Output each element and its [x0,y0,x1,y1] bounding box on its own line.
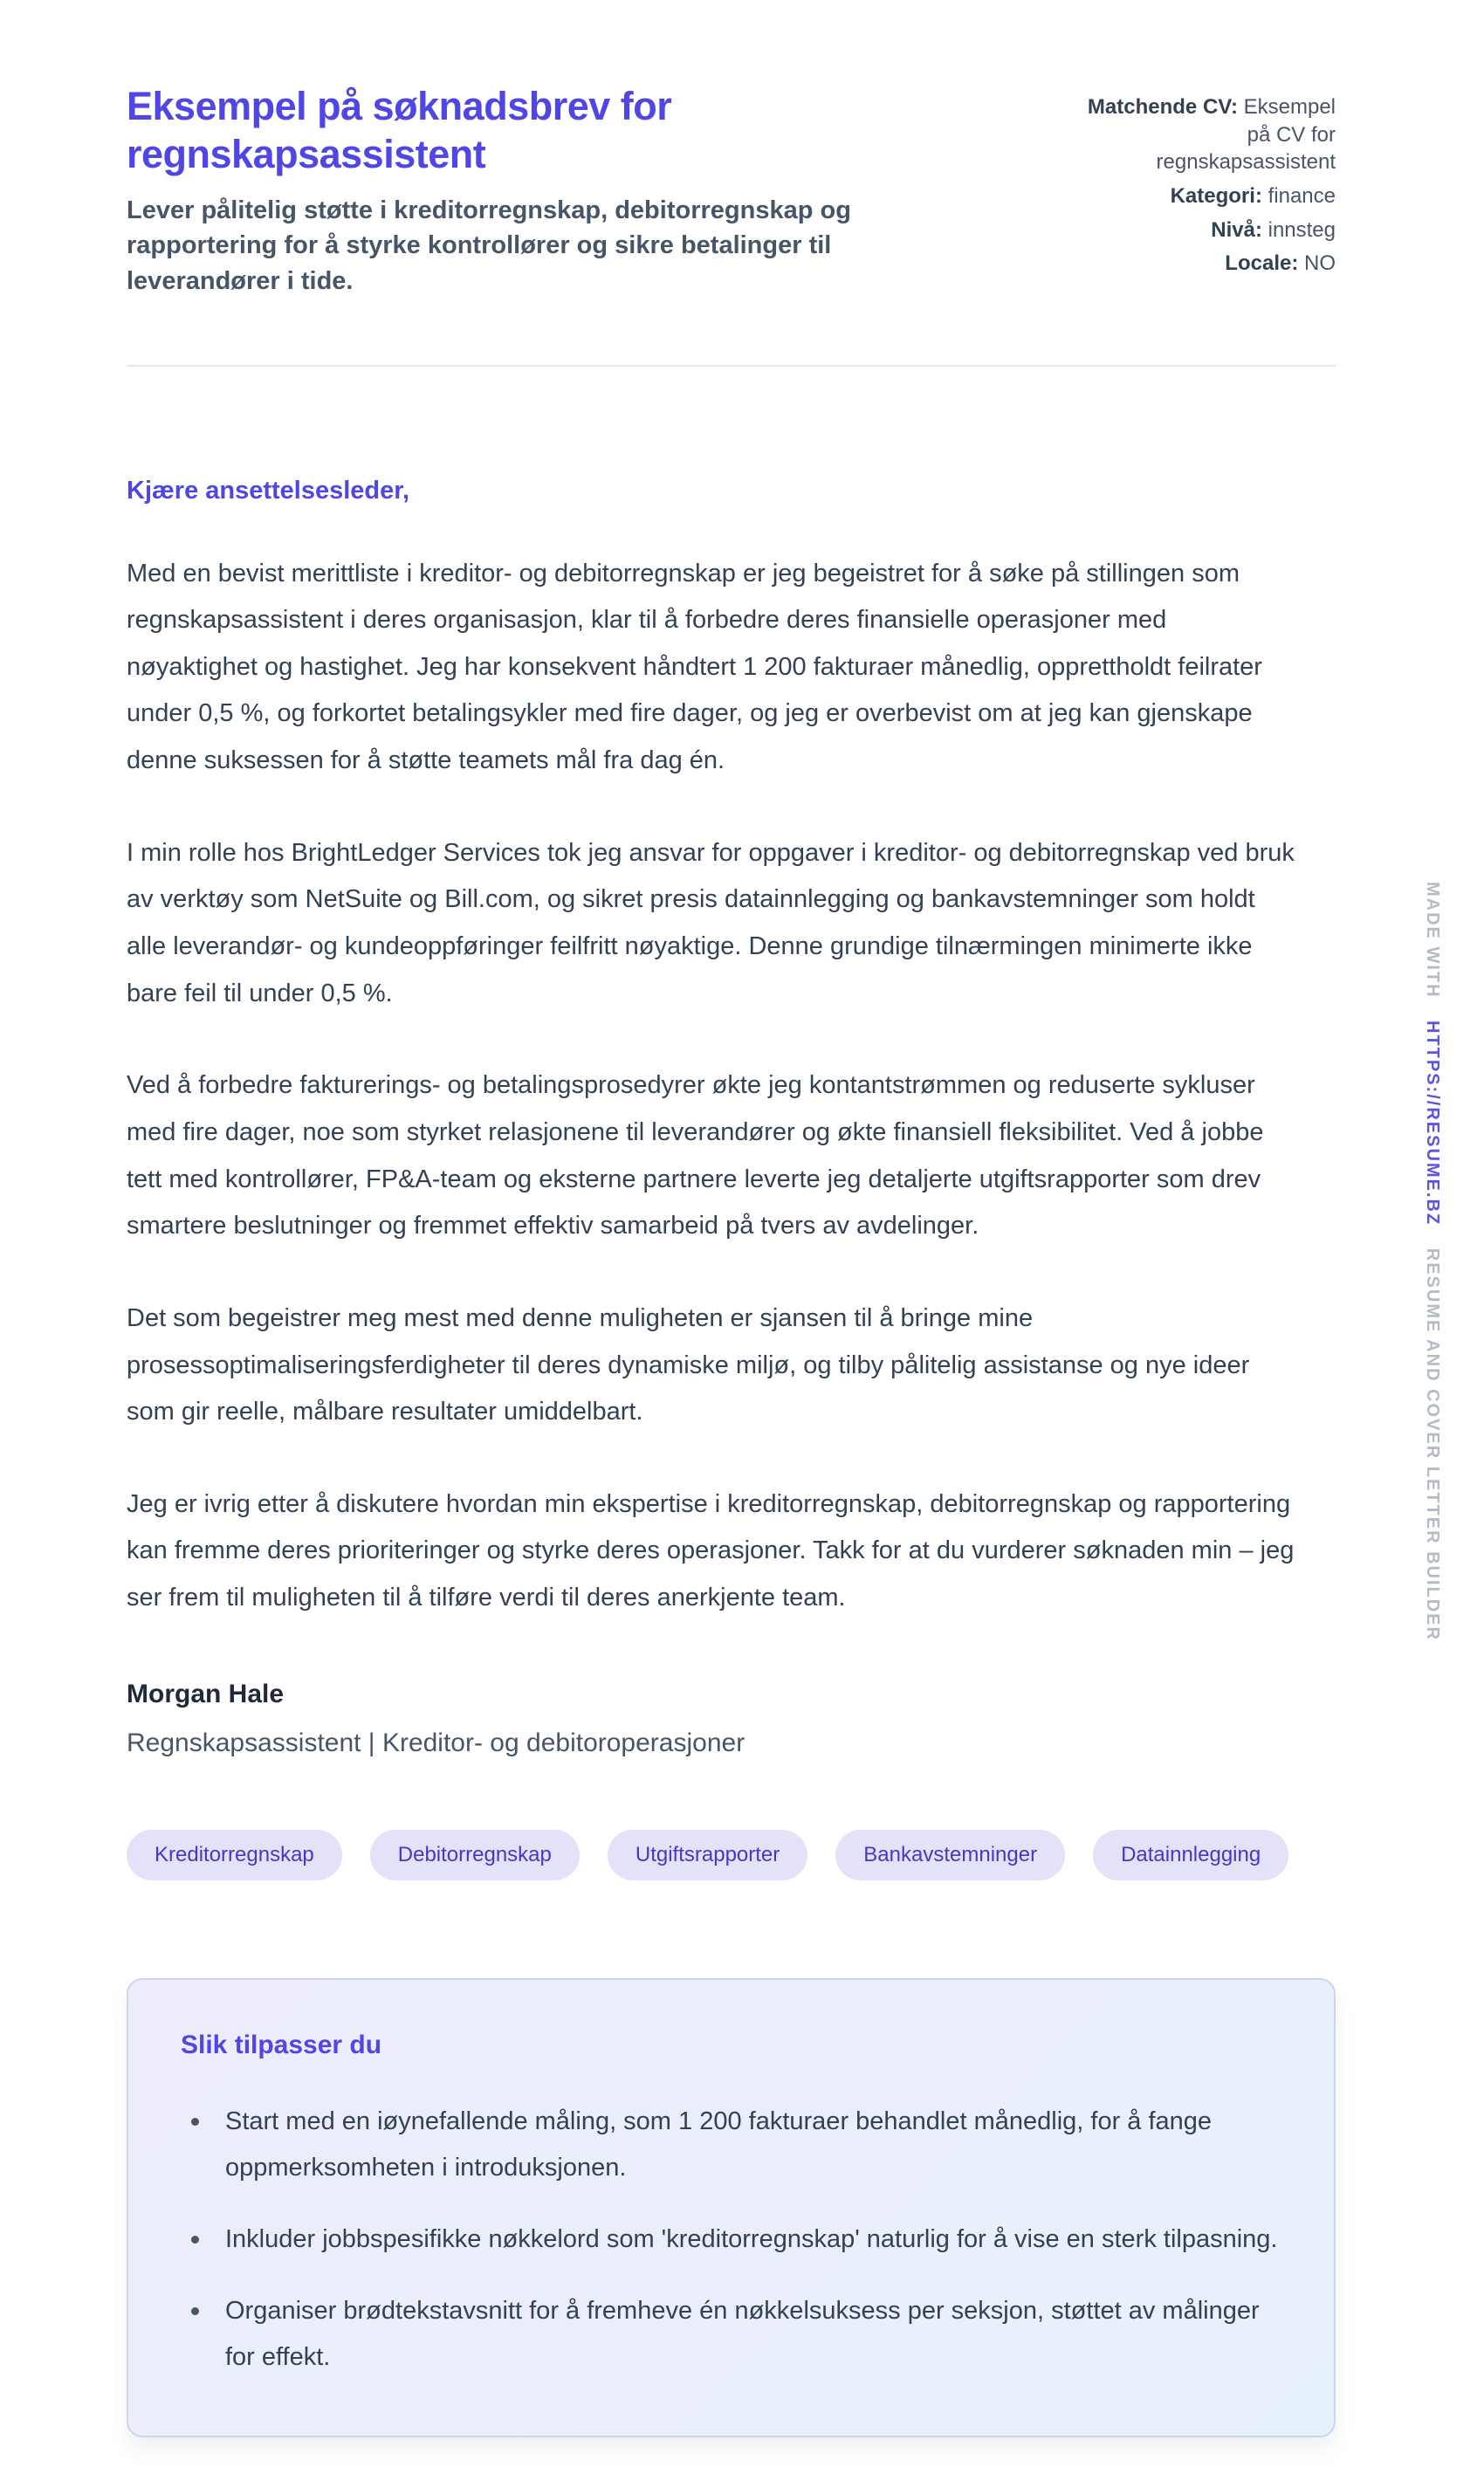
tip-item-2 [181,2217,1281,2264]
skill-tag-bankavstemninger: Bankavstemninger [835,1830,1065,1880]
tip-item-1 [181,2099,1281,2192]
meta-panel [1065,83,1336,284]
meta-label-level: Nivå: [1211,217,1262,242]
watermark-suffix: RESUME AND COVER LETTER BUILDER [1423,1247,1442,1641]
skill-tags-row [127,1830,1336,1880]
tip-text-3: Organiser brødtekstavsnitt for å fremheve én nøkkelsuksess per seksjon, støttet av målinger for effekt. [225,2296,1260,2372]
skill-tag-kreditorregnskap: Kreditorregnskap [127,1830,342,1880]
letter-paragraph-3: Ved å forbedre fakturerings- og betalingsprosedyrer økte jeg kontantstrømmen og reduserte sykluser med fire dager, noe som styrket relasjonene til leverandører og økte finansiell fleksibilitet. Ved å jobbe tett med kontrollører, FP&A-team og eksterne partnere leverte jeg detaljerte utgiftsrapporter som drev smartere beslutninger og fremmet effektiv samarbeid på tvers av avdelinger. [127,1071,1264,1241]
letter-paragraph-5: Jeg er ivrig etter å diskutere hvordan min ekspertise i kreditorregnskap, debitorregnskap og rapportering kan fremme deres prioriteringer og styrke deres operasjoner. Takk for at du vurderer søknaden min – jeg ser frem til muligheten til å tilføre verdi til deres anerkjente team. [127,1489,1295,1612]
page-title: Eksempel på søknadsbrev for regnskapsassistent [127,84,672,176]
signature-block [127,1680,1336,1758]
meta-row-matching-cv [1065,93,1336,176]
tips-box [127,1978,1336,2437]
skill-tag-utgiftsrapporter: Utgiftsrapporter [608,1830,807,1880]
header-divider [127,365,1336,367]
tip-item-3 [181,2288,1281,2381]
page-subtitle: Lever pålitelig støtte i kreditorregnskap, debitorregnskap og rapportering for å styrke kontrollører og sikre betalinger til leverandører i tide. [127,196,851,295]
tips-list [181,2099,1281,2381]
meta-value-level: innsteg [1268,217,1336,242]
bullet-dot-icon [191,2236,199,2244]
header [127,0,1336,299]
meta-value-locale: NO [1304,251,1336,276]
signature-name: Morgan Hale [127,1679,285,1708]
letter-paragraph-1: Med en bevist merittliste i kreditor- og debitorregnskap er jeg begeistret for å søke på stillingen som regnskapsassistent i deres organisasjon, klar til å forbedre deres finansielle operasjoner med nøyaktighet og hastighet. Jeg har konsekvent håndtert 1 200 fakturaer månedlig, opprettholdt feilrater under 0,5 %, og forkortet betalingsykler med fire dager, og jeg er overbevist om at jeg kan gjenskape denne suksessen for å støtte teamets mål fra dag én. [127,559,1262,775]
bullet-dot-icon [191,2307,199,2315]
meta-label-matching-cv: Matchende CV: [1087,95,1238,119]
letter-paragraph-2: I min rolle hos BrightLedger Services tok jeg ansvar for oppgaver i kreditor- og debitorregnskap ved bruk av verktøy som NetSuite og Bill.com, og sikret presis datainnlegging og bankavstemninger som holdt alle leverandør- og kundeoppføringer feilfritt nøyaktige. Denne grundige tilnærmingen minimerte ikke bare feil til under 0,5 %. [127,838,1295,1007]
meta-row-locale [1065,250,1336,278]
bullet-dot-icon [191,2118,199,2126]
watermark [1422,882,1442,1641]
header-title-block [127,83,991,299]
meta-label-locale: Locale: [1225,251,1299,276]
tip-text-2: Inkluder jobbspesifikke nøkkelord som 'kreditorregnskap' naturlig for å vise en sterk tilpasning. [225,2225,1278,2254]
skill-tag-datainnlegging: Datainnlegging [1093,1830,1288,1880]
meta-label-category: Kategori: [1170,184,1262,209]
signature-role: Regnskapsassistent | Kreditor- og debitoroperasjoner [127,1728,745,1757]
meta-row-level [1065,216,1336,244]
letter-paragraph-4: Det som begeistrer meg mest med denne muligheten er sjansen til å bringe mine prosessoptimaliseringsferdigheter til deres dynamiske miljø, og tilby pålitelig assistanse og nye ideer som gir reelle, målbare resultater umiddelbart. [127,1303,1250,1426]
watermark-link[interactable]: HTTPS://RESUME.BZ [1423,1021,1442,1227]
watermark-prefix: MADE WITH [1423,882,1442,999]
main-content [127,0,1336,2437]
meta-row-category [1065,182,1336,210]
salutation: Kjære ansettelsesleder, [127,476,410,505]
skill-tag-debitorregnskap: Debitorregnskap [370,1830,580,1880]
meta-value-category: finance [1268,184,1336,209]
tips-title: Slik tilpasser du [181,2030,382,2059]
tip-text-1: Start med en iøynefallende måling, som 1 200 fakturaer behandlet månedlig, for å fange oppmerksomheten i introduksjonen. [225,2107,1213,2182]
meta-value-matching-cv: Eksempel på CV for regnskapsassistent [1156,95,1336,175]
